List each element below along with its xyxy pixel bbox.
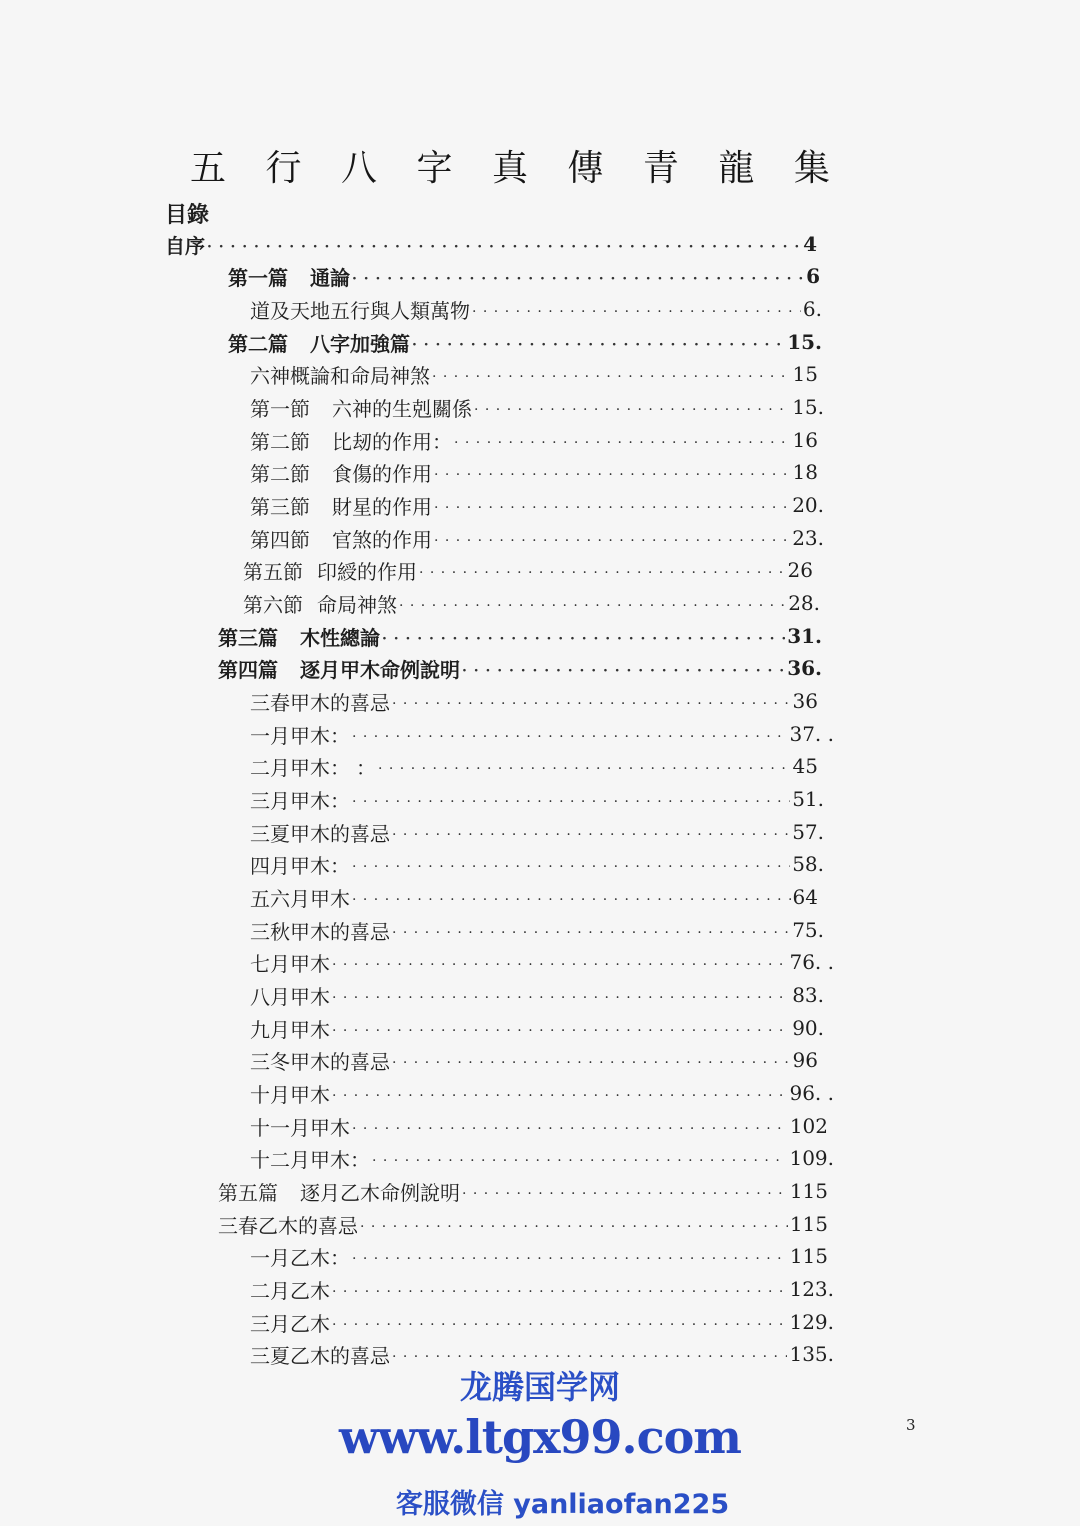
toc-entry[interactable] (250, 522, 824, 554)
toc-entry[interactable] (250, 914, 824, 946)
toc-entry-page: 36. (787, 656, 822, 680)
leader-dots (360, 1213, 788, 1235)
toc-entry-page: 23. (792, 526, 824, 550)
toc-entry[interactable] (228, 260, 820, 292)
toc-entry-page: 90. (792, 1016, 824, 1040)
toc-entry-label: 三月乙木 (250, 1311, 330, 1336)
toc-entry-label: 第四篇 (218, 657, 278, 682)
toc-entry[interactable] (250, 1044, 818, 1076)
toc-heading: 目錄 (165, 202, 210, 228)
toc-entry-label: 逐月乙木命例說明 (300, 1180, 460, 1205)
leader-dots (399, 592, 786, 614)
toc-entry-page: 6 (806, 264, 820, 288)
toc-entry-page: 18 (792, 460, 818, 484)
toc-entry-label: 第五篇 (218, 1180, 278, 1205)
toc-entry[interactable] (250, 1110, 828, 1142)
toc-entry[interactable] (250, 881, 818, 913)
toc-entry-label: 七月甲木 (250, 951, 330, 976)
toc-entry-label: 命局神煞 (317, 592, 397, 617)
toc-entry[interactable] (250, 750, 818, 782)
toc-entry-label: 九月甲木 (250, 1017, 330, 1042)
leader-dots (434, 527, 790, 549)
toc-entry-page: 6. (802, 297, 822, 321)
toc-entry-label: 八月甲木 (250, 984, 330, 1009)
toc-entry-page: 115 (789, 1244, 828, 1268)
toc-entry[interactable] (218, 652, 822, 684)
toc-entry-label: 第六節 (243, 592, 303, 617)
toc-entry-label: 三夏乙木的喜忌 (250, 1343, 390, 1368)
toc-entry[interactable] (250, 424, 818, 456)
leader-dots (352, 723, 787, 745)
toc-entry-page: 4 (803, 232, 817, 256)
watermark-url: www.ltgx99.com (339, 1410, 741, 1464)
toc-entry-label: 第四節 (250, 527, 310, 552)
title-char: 八 (340, 148, 377, 189)
leader-dots (207, 233, 801, 255)
title-char: 傳 (567, 148, 604, 189)
toc-entry[interactable] (250, 456, 818, 488)
leader-dots (352, 788, 790, 810)
toc-entry-label: 六神概論和命局神煞 (250, 363, 430, 388)
toc-entry-page: 135. (789, 1342, 834, 1366)
toc-entry-label: 第一節 (250, 396, 310, 421)
toc-entry-page: 20. (792, 493, 824, 517)
toc-entry-label: ： (356, 755, 376, 780)
leader-dots (434, 494, 790, 516)
toc-entry[interactable] (165, 228, 817, 260)
leader-dots (434, 461, 791, 483)
toc-entry-label: 十二月甲木： (250, 1147, 370, 1172)
toc-entry-page: 15. (792, 395, 824, 419)
leader-dots (332, 951, 787, 973)
toc-entry[interactable] (243, 554, 813, 586)
leader-dots (352, 853, 790, 875)
toc-entry[interactable] (228, 326, 822, 358)
leader-dots (352, 265, 804, 287)
toc-entry-page: 45 (792, 754, 818, 778)
toc-entry-label: 逐月甲木命例說明 (300, 657, 460, 682)
toc-entry-page: 123. (789, 1277, 834, 1301)
leader-dots (472, 298, 801, 320)
toc-entry-page: 16 (792, 428, 818, 452)
title-char: 五 (190, 148, 227, 189)
leader-dots (454, 429, 791, 451)
toc-entry[interactable] (218, 1208, 828, 1240)
toc-entry-page: 115 (789, 1212, 828, 1236)
toc-entry-label: 自序 (165, 233, 205, 258)
page-number: 3 (906, 1416, 916, 1434)
toc-entry-page: 15 (792, 362, 818, 386)
leader-dots (412, 331, 785, 353)
toc-entry-label: 印綬的作用 (317, 559, 417, 584)
toc-entry-label: 三春甲木的喜忌 (250, 690, 390, 715)
toc-entry-label: 五六月甲木 (250, 886, 350, 911)
toc-entry-label: 三月甲木： (250, 788, 350, 813)
leader-dots (378, 755, 791, 777)
toc-entry-label: 第二節 (250, 429, 310, 454)
toc-entry-label: 第二節 (250, 461, 310, 486)
toc-entry-label: 八字加強篇 (310, 331, 410, 356)
leader-dots (382, 625, 785, 647)
watermark-wechat: 客服微信 yanliaofan225 (395, 1489, 730, 1520)
toc-entry-label: 木性總論 (300, 625, 380, 650)
toc-entry-label: 二月甲木： (250, 755, 350, 780)
leader-dots (392, 919, 790, 941)
toc-entry-label: 比刼的作用： (332, 429, 452, 454)
toc-entry[interactable] (250, 1142, 834, 1174)
leader-dots (392, 1049, 791, 1071)
leader-dots (462, 1180, 788, 1202)
toc-entry-label: 四月甲木： (250, 853, 350, 878)
toc-entry[interactable] (250, 946, 834, 978)
toc-entry[interactable] (250, 489, 824, 521)
toc-entry-label: 十一月甲木 (250, 1115, 350, 1140)
title-char: 行 (265, 148, 302, 189)
book-title (190, 140, 830, 191)
toc-entry-label: 第一篇 (228, 265, 288, 290)
toc-entry-page: 96. . (789, 1081, 834, 1105)
toc-entry[interactable] (250, 685, 818, 717)
toc-entry[interactable] (250, 1077, 834, 1109)
toc-entry-label: 第二篇 (228, 331, 288, 356)
toc-entry[interactable] (250, 816, 824, 848)
title-char: 龍 (718, 148, 755, 189)
toc-entry-page: 64 (792, 885, 818, 909)
toc-entry[interactable] (250, 1012, 824, 1044)
toc-entry-page: 15. (787, 330, 822, 354)
toc-entry[interactable] (250, 1240, 828, 1272)
toc-entry-page: 37. . (789, 722, 834, 746)
leader-dots (332, 1082, 787, 1104)
toc-entry-label: 三春乙木的喜忌 (218, 1213, 358, 1238)
leader-dots (419, 559, 786, 581)
toc-entry-label: 道及天地五行與人類萬物 (250, 298, 470, 323)
toc-entry[interactable] (250, 848, 824, 880)
watermark-site-name: 龙腾国学网 (459, 1368, 620, 1406)
leader-dots (432, 363, 791, 385)
leader-dots (474, 396, 790, 418)
leader-dots (372, 1147, 787, 1169)
toc-entry-page: 109. (789, 1146, 834, 1170)
toc-entry[interactable] (250, 718, 834, 750)
toc-entry-page: 36 (792, 689, 818, 713)
title-char: 真 (491, 148, 528, 189)
toc-entry[interactable] (218, 1175, 828, 1207)
toc-entry-page: 83. (792, 983, 824, 1007)
toc-entry[interactable] (250, 783, 824, 815)
toc-entry-label: 二月乙木 (250, 1278, 330, 1303)
toc-entry-page: 75. (792, 918, 824, 942)
toc-entry-page: 31. (787, 624, 822, 648)
toc-entry-label: 三夏甲木的喜忌 (250, 821, 390, 846)
toc-entry-page: 102 (789, 1114, 828, 1138)
toc-entry-label: 六神的生剋關係 (332, 396, 472, 421)
toc-entry[interactable] (218, 620, 822, 652)
leader-dots (332, 1278, 787, 1300)
leader-dots (462, 657, 785, 679)
toc-entry-page: 51. (792, 787, 824, 811)
toc-entry-label: 第三節 (250, 494, 310, 519)
toc-entry-page: 115 (789, 1179, 828, 1203)
leader-dots (352, 1245, 788, 1267)
toc-entry-page: 96 (792, 1048, 818, 1072)
toc-entry-label: 財星的作用 (332, 494, 432, 519)
title-char: 青 (642, 148, 679, 189)
toc-entry-label: 十月甲木 (250, 1082, 330, 1107)
toc-entry-label: 第三篇 (218, 625, 278, 650)
toc-entry-label: 一月乙木： (250, 1245, 350, 1270)
leader-dots (332, 984, 790, 1006)
toc-entry-page: 26 (787, 558, 813, 582)
toc-entry[interactable] (243, 587, 820, 619)
title-char: 字 (416, 148, 453, 189)
toc-entry-label: 三秋甲木的喜忌 (250, 919, 390, 944)
toc-entry-label: 一月甲木： (250, 723, 350, 748)
toc-entry-label: 食傷的作用 (332, 461, 432, 486)
toc-entry-page: 58. (792, 852, 824, 876)
leader-dots (392, 821, 790, 843)
toc-entry[interactable] (250, 1273, 834, 1305)
toc-entry[interactable] (250, 1306, 834, 1338)
toc-entry-label: 官煞的作用 (332, 527, 432, 552)
leader-dots (332, 1017, 790, 1039)
title-char: 集 (793, 148, 830, 189)
leader-dots (392, 690, 791, 712)
toc-entry[interactable] (250, 293, 822, 325)
toc-entry-page: 76. . (789, 950, 834, 974)
toc-entry[interactable] (250, 358, 818, 390)
leader-dots (352, 886, 791, 908)
toc-entry[interactable] (250, 391, 824, 423)
toc-entry-page: 129. (789, 1310, 834, 1334)
toc-entry-label: 通論 (310, 265, 350, 290)
toc-entry-page: 28. (788, 591, 820, 615)
toc-entry[interactable] (250, 979, 824, 1011)
leader-dots (352, 1115, 788, 1137)
toc-entry-page: 57. (792, 820, 824, 844)
leader-dots (332, 1311, 787, 1333)
toc-entry-label: 三冬甲木的喜忌 (250, 1049, 390, 1074)
toc-entry-label: 第五節 (243, 559, 303, 584)
